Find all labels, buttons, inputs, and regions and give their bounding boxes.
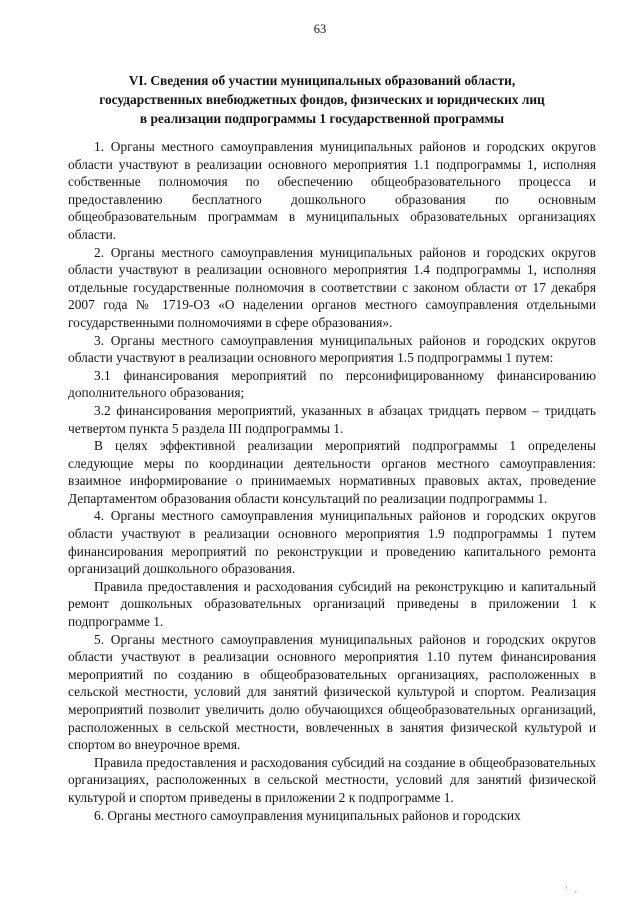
paragraph-3: 3. Органы местного самоуправления муниципальных районов и городских округов области участвуют в реализации основного мероприятия 1.5 подпрограммы 1 путем: bbox=[68, 332, 596, 366]
paragraph-4-rules: Правила предоставления и расходования субсидий на реконструкцию и капитальный ремонт дошкольных образовательных организаций приведены в приложении 1 к подпрограмме 1. bbox=[68, 578, 596, 630]
paragraph-1: 1. Органы местного самоуправления муниципальных районов и городских округов области участвуют в реализации основного мероприятия 1.1 подпрограммы 1, исполняя собственные полномочия по обеспечению общеобразовательного процесса и предоставлению бесплатного дошкольного образования по основным общеобразовательным программам в муниципальных образовательных организациях области. bbox=[68, 139, 596, 242]
document-body bbox=[68, 138, 596, 824]
paragraph-coordination: В целях эффективной реализации мероприятий подпрограммы 1 определены следующие меры по координации деятельности органов местного самоуправления: взаимное информирование о принимаемых нормативных правовых актах, проведение Департаментом образования области консультаций по реализации подпрограммы 1. bbox=[68, 438, 596, 506]
paragraph-2: 2. Органы местного самоуправления муниципальных районов и городских округов области участвуют в реализации основного мероприятия 1.4 подпрограммы 1, исполняя отдельные государственные полномочия в соответствии с законом области от 17 декабря 2007 года № 1719-ОЗ «О наделении органов местного самоуправления отдельными государственными полномочиями в сфере образования». bbox=[68, 244, 596, 330]
paragraph-6: 6. Органы местного самоуправления муниципальных районов и городских bbox=[94, 807, 521, 823]
paragraph-3-1: 3.1 финансирования мероприятий по персонифицированному финансированию дополнительного образования; bbox=[68, 367, 596, 401]
paragraph-5-rules: Правила предоставления и расходования субсидий на создание в общеобразовательных организациях, расположенных в сельской местности, условий для занятий физической культурой и спортом приведены в приложении 2 к подпрограмме 1. bbox=[68, 754, 596, 805]
section-title: VI. Сведения об участии муниципальных образований области, государственных внебюджетных фондов, физических и юридических лиц в реализации подпрограммы 1 государственной программы bbox=[99, 73, 545, 126]
paragraph-5: 5. Органы местного самоуправления муниципальных районов и городских округов области участвуют в реализации основного мероприятия 1.10 путем финансирования мероприятий по созданию в общеобразовательных организациях, расположенных в сельской местности, условий для занятий физической культурой и спортом. Реализация мероприятий позволит увеличить долю обучающихся общеобразовательных организаций, расположенных в сельской местности, вовлеченных в занятия физической культурой и спортом во внеурочное время. bbox=[68, 631, 596, 753]
page-mark: ' , bbox=[566, 886, 580, 894]
paragraph-3-2: 3.2 финансирования мероприятий, указанных в абзацах тридцать первом – тридцать четвертом пункта 5 раздела III подпрограммы 1. bbox=[68, 402, 596, 436]
paragraph-4: 4. Органы местного самоуправления муниципальных районов и городских округов области участвуют в реализации основного мероприятия 1.9 подпрограммы 1 путем финансирования мероприятий по реконструкции и проведению капитального ремонта организаций дошкольного образования. bbox=[68, 508, 596, 577]
page-number: 63 bbox=[313, 22, 327, 36]
